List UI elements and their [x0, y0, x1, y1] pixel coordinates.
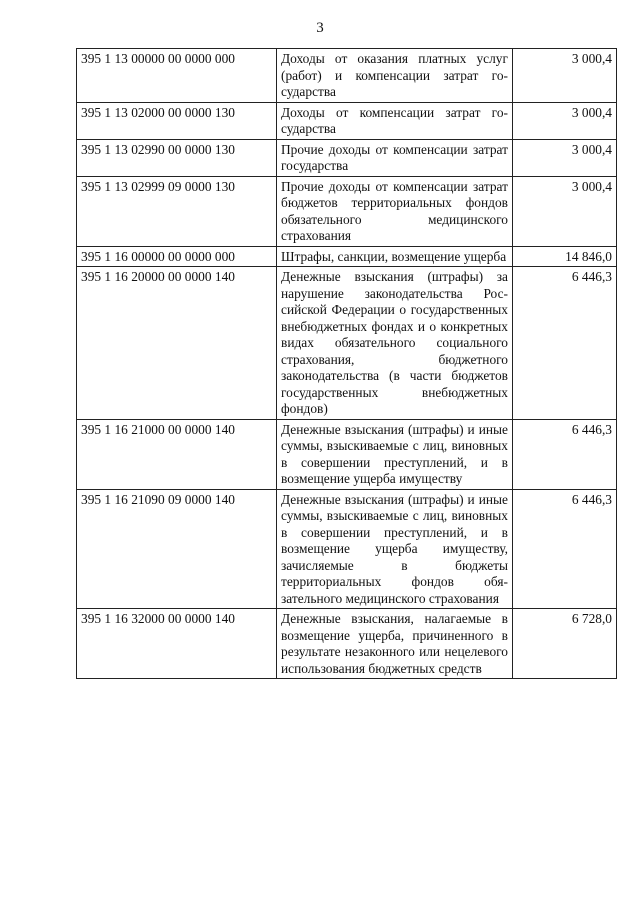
description-cell: Прочие доходы от компенсации затрат бюджетов территориальных фондов обязательного медицинского страхования — [277, 176, 513, 246]
description-cell: Денежные взыскания (штрафы) за нарушение законодательства Российской Федерации о государственных внебюджетных фондах и о конкретных видах обязательного социального страхования, бюджетного законодательства (в части бюджетов государственных внебюджетных фондов) — [277, 267, 513, 420]
table-row — [77, 49, 617, 103]
budget-code-cell: 395 1 13 02990 00 0000 130 — [77, 139, 277, 176]
table-row — [77, 419, 617, 489]
budget-code-cell: 395 1 16 21090 09 0000 140 — [77, 489, 277, 609]
budget-revenue-table — [76, 48, 617, 679]
amount-cell: 3 000,4 — [513, 176, 617, 246]
description-cell: Прочие доходы от компенсации затрат государства — [277, 139, 513, 176]
amount-cell: 6 728,0 — [513, 609, 617, 679]
table-row — [77, 139, 617, 176]
description-cell: Доходы от оказания платных услуг (работ) и компенсации затрат государства — [277, 49, 513, 103]
description-cell: Доходы от компенсации затрат государства — [277, 102, 513, 139]
budget-code-cell: 395 1 16 00000 00 0000 000 — [77, 246, 277, 267]
amount-cell: 6 446,3 — [513, 489, 617, 609]
budget-code-cell: 395 1 16 21000 00 0000 140 — [77, 419, 277, 489]
budget-code-cell: 395 1 16 20000 00 0000 140 — [77, 267, 277, 420]
description-cell: Штрафы, санкции, возмещение ущерба — [277, 246, 513, 267]
amount-cell: 6 446,3 — [513, 267, 617, 420]
amount-cell: 6 446,3 — [513, 419, 617, 489]
table-row — [77, 102, 617, 139]
table-row — [77, 609, 617, 679]
table-row — [77, 489, 617, 609]
table-row — [77, 267, 617, 420]
table-row — [77, 246, 617, 267]
budget-code-cell: 395 1 13 02000 00 0000 130 — [77, 102, 277, 139]
budget-code-cell: 395 1 16 32000 00 0000 140 — [77, 609, 277, 679]
description-cell: Денежные взыскания, налагаемые в возмещение ущерба, причиненного в результате незаконного или нецелевого использования бюджетных средств — [277, 609, 513, 679]
amount-cell: 14 846,0 — [513, 246, 617, 267]
amount-cell: 3 000,4 — [513, 102, 617, 139]
amount-cell: 3 000,4 — [513, 139, 617, 176]
description-cell: Денежные взыскания (штрафы) и иные суммы, взыскиваемые с лиц, виновных в совершении преступлений, и в возмещение ущерба имуществу — [277, 419, 513, 489]
page-number: 3 — [316, 20, 324, 36]
amount-cell: 3 000,4 — [513, 49, 617, 103]
description-cell: Денежные взыскания (штрафы) и иные суммы, взыскиваемые с лиц, виновных в совершении преступлений, и в возмещение ущерба имуществу, зачисляемые в бюджеты территориальных фондов обязательного медицинского страхования — [277, 489, 513, 609]
budget-code-cell: 395 1 13 00000 00 0000 000 — [77, 49, 277, 103]
table-row — [77, 176, 617, 246]
budget-code-cell: 395 1 13 02999 09 0000 130 — [77, 176, 277, 246]
